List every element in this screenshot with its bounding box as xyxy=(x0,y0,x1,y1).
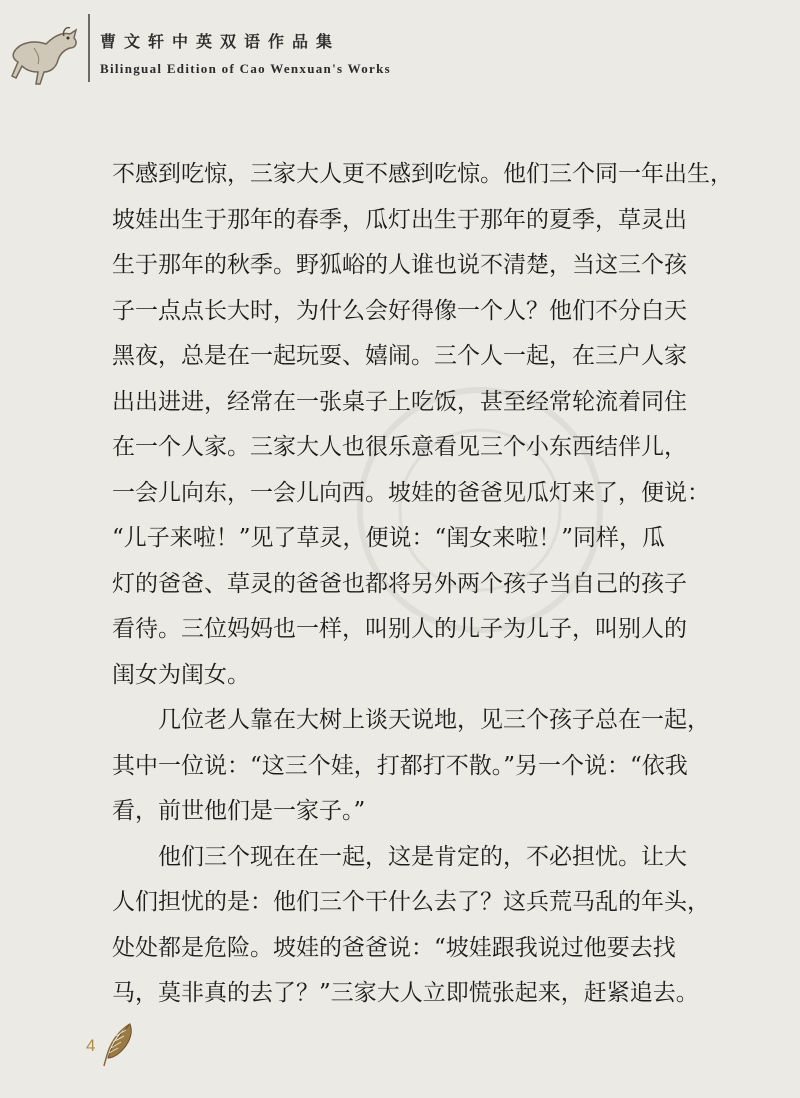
page-number: 4 xyxy=(86,1036,96,1055)
body-text xyxy=(112,152,752,1017)
text-line: 灯的爸爸、草灵的爸爸也都将另外两个孩子当自己的孩子 xyxy=(112,570,687,597)
feather-icon xyxy=(100,1020,136,1068)
text-line: 生于那年的秋季。野狐峪的人谁也说不清楚，当这三个孩 xyxy=(112,252,687,278)
text-line: 坡娃出生于那年的春季，瓜灯出生于那年的夏季，草灵出 xyxy=(112,206,687,233)
text-line: 一会儿向东，一会儿向西。坡娃的爸爸见瓜灯来了，便说： xyxy=(112,479,710,506)
text-line: 子一点点长大时，为什么会好得像一个人？他们不分白天 xyxy=(112,297,687,324)
text-line: 闺女为闺女。 xyxy=(112,661,250,688)
paragraph-start-line: 几位老人靠在大树上谈天说地，见三个孩子总在一起， xyxy=(158,707,710,733)
text-line: 在一个人家。三家大人也很乐意看见三个小东西结伴儿， xyxy=(112,434,687,460)
text-line: 马，莫非真的去了？”三家大人立即慌张起来，赶紧追去。 xyxy=(112,980,699,1006)
text-line: 看待。三位妈妈也一样，叫别人的儿子为儿子，叫别人的 xyxy=(112,616,687,642)
horse-sketch-icon xyxy=(4,14,84,94)
text-line: “儿子来啦！”见了草灵，便说：“闺女来啦！”同样，瓜 xyxy=(112,525,666,551)
text-line: 其中一位说：“这三个娃，打都打不散。”另一个说：“依我 xyxy=(112,752,688,779)
series-title-zh: 曹文轩中英双语作品集 xyxy=(100,32,341,51)
header-divider xyxy=(88,14,90,82)
paragraph-start-line: 他们三个现在在一起，这是肯定的，不必担忧。让大 xyxy=(158,843,687,870)
text-line: 出出进进，经常在一张桌子上吃饭，甚至经常轮流着同住 xyxy=(112,388,687,415)
text-line: 不感到吃惊，三家大人更不感到吃惊。他们三个同一年出生， xyxy=(112,161,733,187)
text-line: 人们担忧的是：他们三个干什么去了？这兵荒马乱的年头， xyxy=(112,889,710,915)
page-header xyxy=(0,0,800,120)
text-line: 黑夜，总是在一起玩耍、嬉闹。三个人一起，在三户人家 xyxy=(112,343,687,369)
series-title-en: Bilingual Edition of Cao Wenxuan's Works xyxy=(100,61,392,76)
text-line: 看，前世他们是一家子。” xyxy=(112,798,366,824)
text-line: 处处都是危险。坡娃的爸爸说：“坡娃跟我说过他要去找 xyxy=(112,934,676,961)
series-title-block xyxy=(100,32,391,77)
